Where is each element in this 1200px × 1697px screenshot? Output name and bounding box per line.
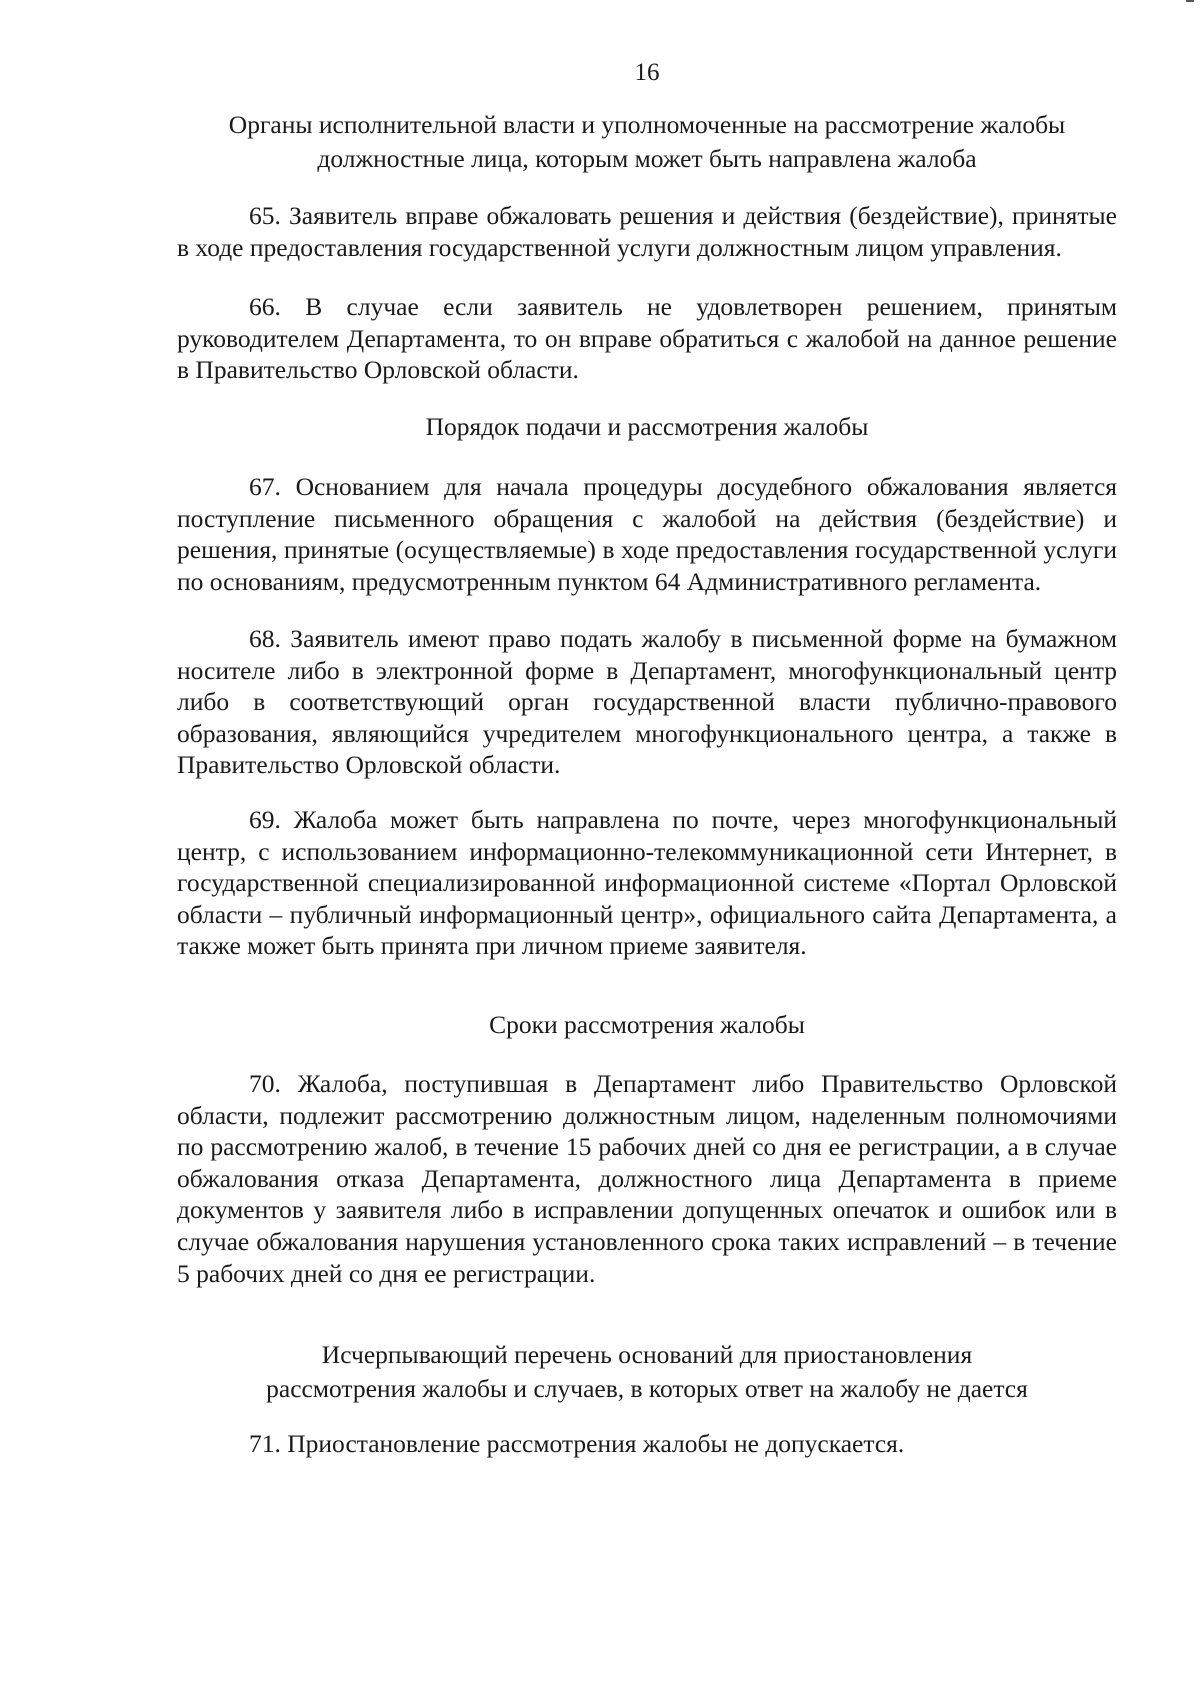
paragraph-text: Приостановление рассмотрения жалобы не допускается. [287, 1429, 905, 1458]
scan-edge-mark [1186, 0, 1194, 2]
paragraph-text: Заявитель вправе обжаловать решения и действия (бездействие), принятые в ходе предоставления государственной услуги должностным лицом управления. [177, 201, 1117, 262]
section-heading-suspension-grounds [177, 1338, 1117, 1406]
paragraph-67 [177, 471, 1117, 597]
paragraph-number: 65. [249, 201, 281, 230]
paragraph-number: 70. [249, 1069, 281, 1098]
document-page [177, 0, 1117, 1697]
paragraph-number: 68. [249, 624, 281, 653]
paragraph-text: Жалоба, поступившая в Департамент либо Правительство Орловской области, подлежит рассмотрению должностным лицом, наделенным полномочиями по рассмотрению жалоб, в течение 15 рабочих дней со дня ее регистрации, а в случае обжалования отказа Департамента, должностного лица Департамента в приеме документов у заявителя либо в исправлении допущенных опечаток и ошибок или в случае обжалования нарушения установленного срока таких исправлений – в течение 5 рабочих дней со дня ее регистрации. [177, 1069, 1117, 1288]
heading-line: рассмотрения жалобы и случаев, в которых ответ на жалобу не дается [266, 1374, 1028, 1403]
paragraph-number: 71. [249, 1429, 281, 1458]
paragraph-65 [177, 200, 1117, 263]
paragraph-number: 66. [249, 292, 281, 321]
paragraph-text: Жалоба может быть направлена по почте, через многофункциональный центр, с использованием информационно-телекоммуникационной сети Интернет, в государственной специализированной информационной системе «Портал Орловской области – публичный информационный центр», официального сайта Департамента, а также может быть принята при личном приеме заявителя. [177, 805, 1117, 961]
paragraph-number: 69. [249, 805, 281, 834]
section-heading-review-terms [177, 1008, 1117, 1042]
heading-line: должностные лица, которым может быть направлена жалоба [317, 144, 977, 173]
paragraph-71 [177, 1428, 1117, 1460]
paragraph-70 [177, 1068, 1117, 1289]
paragraph-68 [177, 623, 1117, 781]
paragraph-number: 67. [249, 472, 281, 501]
heading-line: Сроки рассмотрения жалобы [489, 1010, 805, 1039]
paragraph-69 [177, 804, 1117, 962]
paragraph-text: Основанием для начала процедуры досудебного обжалования является поступление письменного обращения с жалобой на действия (бездействие) и решения, принятые (осуществляемые) в ходе предоставления государственной услуги по основаниям, предусмотренным пунктом 64 Административного регламента. [177, 472, 1118, 596]
heading-line: Органы исполнительной власти и уполномоченные на рассмотрение жалобы [228, 110, 1066, 139]
paragraph-text: В случае если заявитель не удовлетворен решением, принятым руководителем Департамента, то он вправе обратиться с жалобой на данное решение в Правительство Орловской области. [177, 292, 1118, 385]
heading-line: Исчерпывающий перечень оснований для приостановления [321, 1340, 973, 1369]
page-number: 16 [634, 59, 660, 86]
heading-line: Порядок подачи и рассмотрения жалобы [425, 412, 869, 441]
paragraph-text: Заявитель имеют право подать жалобу в письменной форме на бумажном носителе либо в электронной форме в Департамент, многофункциональный центр либо в соответствующий орган государственной власти публично-правового образования, являющийся учредителем многофункционального центра, а также в Правительство Орловской области. [177, 624, 1117, 780]
section-heading-submission-procedure [177, 410, 1117, 444]
section-heading-complaint-bodies [177, 108, 1117, 176]
paragraph-66 [177, 291, 1117, 386]
